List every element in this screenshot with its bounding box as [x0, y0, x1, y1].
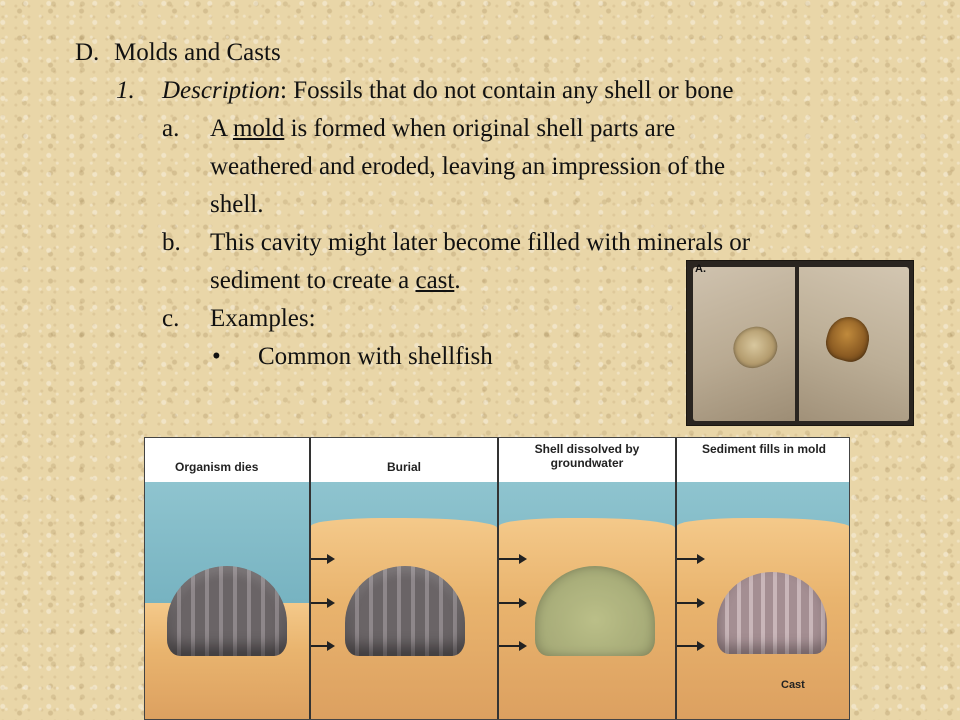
- bullet-marker: •: [212, 343, 221, 370]
- arrow: [499, 602, 525, 604]
- item-b-line-2: [210, 262, 461, 300]
- panel-shell-dissolved: [499, 438, 677, 720]
- mold-cast-diagram: [144, 437, 850, 720]
- point-1-sep: :: [280, 77, 287, 104]
- arrow: [311, 558, 333, 560]
- point-1-marker: 1.: [116, 77, 135, 104]
- mold-slab: [693, 267, 795, 421]
- arrow: [499, 645, 525, 647]
- panel-4-title: Sediment fills in mold: [677, 438, 850, 482]
- arrow: [677, 558, 703, 560]
- panel-sediment-fills: [677, 438, 850, 720]
- cast-label: Cast: [781, 679, 805, 691]
- item-b-post: .: [454, 267, 461, 294]
- arrow: [677, 602, 703, 604]
- item-a-line-1: [210, 110, 675, 148]
- arrow: [499, 558, 525, 560]
- trilobite-mold: [727, 320, 784, 375]
- cast-term: cast: [415, 267, 455, 294]
- arrow: [677, 645, 703, 647]
- panel-organism-dies: [145, 438, 311, 720]
- point-1-term: Description: [162, 77, 281, 104]
- photo-label: A.: [695, 263, 706, 275]
- trilobite-fossil-photo: [686, 260, 914, 426]
- mold-term: mold: [232, 115, 285, 142]
- heading-marker: D.: [75, 39, 100, 66]
- panel-2-title: Burial: [311, 438, 497, 482]
- item-b-marker: b.: [162, 229, 181, 256]
- heading-title: Molds and Casts: [114, 39, 281, 66]
- item-a-marker: a.: [162, 115, 180, 142]
- item-b-line-1: This cavity might later become filled with minerals or: [210, 229, 751, 256]
- bullet-text: Common with shellfish: [258, 343, 493, 370]
- cast-slab: [799, 267, 909, 421]
- arrow: [311, 602, 333, 604]
- panel-3-title: Shell dissolved by groundwater: [499, 438, 675, 482]
- item-c-marker: c.: [162, 305, 180, 332]
- item-a-line-2: weathered and eroded, leaving an impression of the: [210, 153, 726, 180]
- item-a-post: is formed when original shell parts are: [284, 115, 676, 142]
- arrow: [311, 645, 333, 647]
- item-a-line-3: shell.: [210, 191, 264, 218]
- trilobite-cast: [822, 312, 874, 365]
- item-b-pre: sediment to create a: [210, 267, 416, 294]
- panel-burial: [311, 438, 499, 720]
- point-1-body: Fossils that do not contain any shell or bone: [287, 77, 734, 104]
- point-1-text: [162, 72, 733, 110]
- item-a-pre: A: [210, 115, 233, 142]
- panel-1-title: Organism dies: [145, 438, 309, 482]
- item-c-text: Examples:: [210, 305, 316, 332]
